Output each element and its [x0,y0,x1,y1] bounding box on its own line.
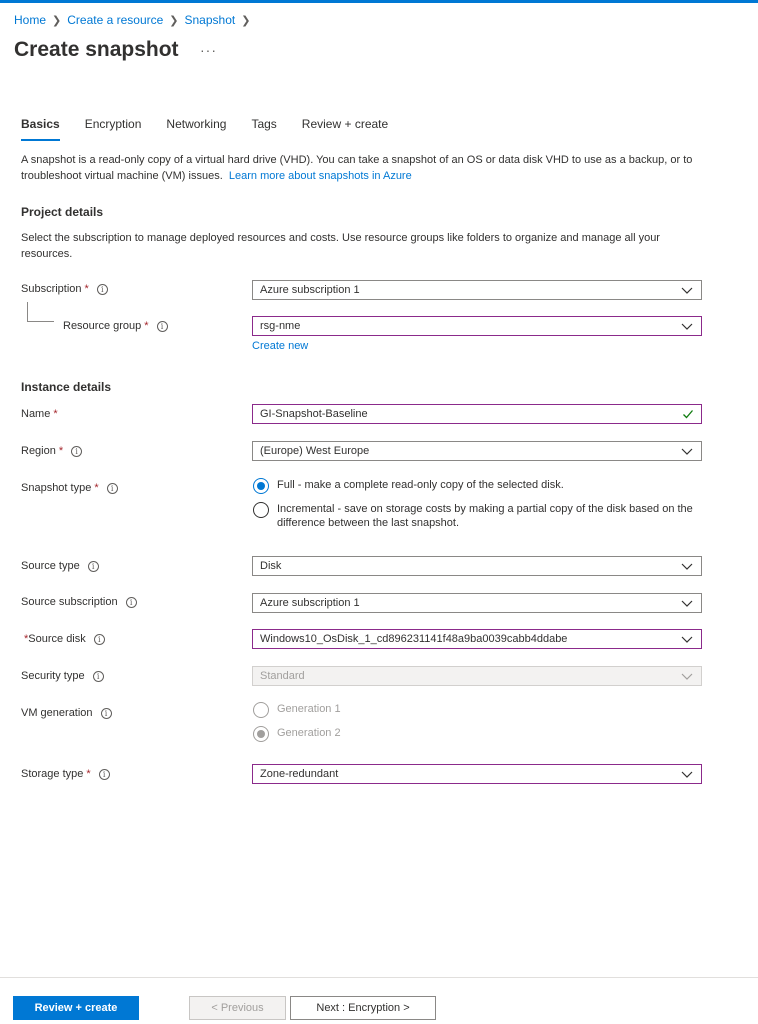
breadcrumb-snapshot[interactable]: Snapshot [184,13,236,27]
required-marker: * [58,445,64,457]
storage-type-label-text: Storage type [21,768,84,780]
instance-details-heading: Instance details [21,380,112,394]
chevron-down-icon [681,597,693,609]
info-icon[interactable]: i [101,708,112,719]
security-type-select [252,666,702,686]
tab-bar [21,117,413,141]
previous-button: < Previous [189,996,286,1020]
name-input[interactable] [252,404,702,424]
next-encryption-button[interactable]: Next : Encryption > [290,996,436,1020]
snapshot-type-full-radio[interactable] [253,478,703,494]
info-icon[interactable]: i [88,561,99,572]
breadcrumb-home[interactable]: Home [14,13,47,27]
storage-type-value: Zone-redundant [260,768,339,780]
resource-group-select[interactable] [252,316,702,336]
tree-connector [27,302,28,321]
learn-more-link[interactable]: Learn more about snapshots in Azure [228,170,412,182]
chevron-down-icon [681,320,693,332]
source-disk-value: Windows10_OsDisk_1_cd896231141f48a9ba0039cabb4ddabe [260,633,568,645]
more-options-icon[interactable]: ··· [200,42,217,58]
chevron-down-icon [681,284,693,296]
source-disk-label [24,633,105,645]
info-icon[interactable]: i [94,634,105,645]
required-marker: * [86,768,91,780]
subscription-value: Azure subscription 1 [260,284,360,296]
review-create-button[interactable]: Review + create [13,996,139,1020]
tab-networking[interactable]: Networking [166,117,227,131]
security-type-value: Standard [260,670,305,682]
snapshot-type-incremental-radio[interactable] [253,502,698,530]
region-value: (Europe) West Europe [260,445,370,457]
info-icon[interactable]: i [157,321,168,332]
name-label [21,408,58,420]
snapshot-incremental-label: Incremental - save on storage costs by making a partial copy of the disk based on the difference between the last snapshot. [277,503,693,529]
tab-encryption[interactable]: Encryption [84,117,142,131]
region-select[interactable] [252,441,702,461]
required-marker: * [53,408,58,420]
source-subscription-select[interactable] [252,593,702,613]
source-type-value: Disk [260,560,282,572]
chevron-down-icon [681,670,693,682]
required-marker: * [144,320,149,332]
radio-unselected-icon[interactable] [253,502,269,518]
intro-description: A snapshot is a read-only copy of a virtual hard drive (VHD). You can take a snapshot of an OS or data disk VHD to use as a backup, or to troubleshoot virtual machine (VM) issues. [21,154,693,182]
chevron-down-icon [681,445,693,457]
chevron-down-icon [681,633,693,645]
resource-group-value: rsg-nme [260,320,301,332]
source-disk-label-text: Source disk [28,633,86,645]
security-type-label [21,670,104,682]
radio-selected-icon[interactable] [253,478,269,494]
resource-group-label-text: Resource group [63,320,142,332]
snapshot-type-label [21,482,118,494]
source-type-select[interactable] [252,556,702,576]
info-icon[interactable]: i [126,597,137,608]
tab-tags[interactable]: Tags [251,117,277,131]
storage-type-label [21,768,110,780]
breadcrumb-create-resource[interactable]: Create a resource [67,13,164,27]
required-marker: * [24,633,29,645]
subscription-label-text: Subscription [21,283,82,295]
tab-review-create[interactable]: Review + create [301,117,389,131]
info-icon[interactable]: i [99,769,110,780]
radio-unselected-icon [253,702,269,718]
subscription-label [21,283,108,295]
chevron-right-icon: ❯ [52,14,62,27]
generation-2-label: Generation 2 [277,727,341,739]
project-details-heading: Project details [21,205,104,219]
intro-text [21,152,701,184]
name-value: GI-Snapshot-Baseline [260,408,368,420]
vm-generation-label-text: VM generation [21,707,93,719]
required-marker: * [84,283,89,295]
source-subscription-label-text: Source subscription [21,596,118,608]
page-title: Create snapshot [14,38,179,61]
name-label-text: Name [21,408,51,420]
generation-1-label: Generation 1 [277,703,341,715]
vm-generation-1-radio [253,702,703,718]
top-accent-bar [0,0,758,3]
vm-generation-2-radio [253,726,703,742]
breadcrumb [14,13,256,27]
required-marker: * [94,482,99,494]
storage-type-select[interactable] [252,764,702,784]
tab-basics[interactable]: Basics [21,117,60,141]
region-label [21,445,82,457]
region-label-text: Region [21,445,56,457]
info-icon[interactable]: i [93,671,104,682]
chevron-down-icon [681,768,693,780]
source-type-label-text: Source type [21,560,80,572]
info-icon[interactable]: i [107,483,118,494]
tree-connector [27,321,54,322]
snapshot-full-label: Full - make a complete read-only copy of the selected disk. [277,479,564,491]
security-type-label-text: Security type [21,670,85,682]
info-icon[interactable]: i [71,446,82,457]
chevron-down-icon [681,560,693,572]
source-type-label [21,560,99,572]
source-subscription-label [21,596,137,608]
snapshot-type-label-text: Snapshot type [21,482,92,494]
vm-generation-label [21,707,112,719]
create-new-link[interactable]: Create new [252,340,309,352]
source-subscription-value: Azure subscription 1 [260,597,360,609]
checkmark-icon [682,408,694,420]
resource-group-label [63,320,168,332]
radio-selected-icon [253,726,269,742]
chevron-right-icon: ❯ [169,14,179,27]
footer-bar [0,977,758,1024]
subscription-select[interactable] [252,280,702,300]
info-icon[interactable]: i [97,284,108,295]
chevron-right-icon: ❯ [241,14,251,27]
project-details-description: Select the subscription to manage deployed resources and costs. Use resource groups like folders to organize and manage all your resources. [21,232,660,260]
source-disk-select[interactable] [252,629,702,649]
